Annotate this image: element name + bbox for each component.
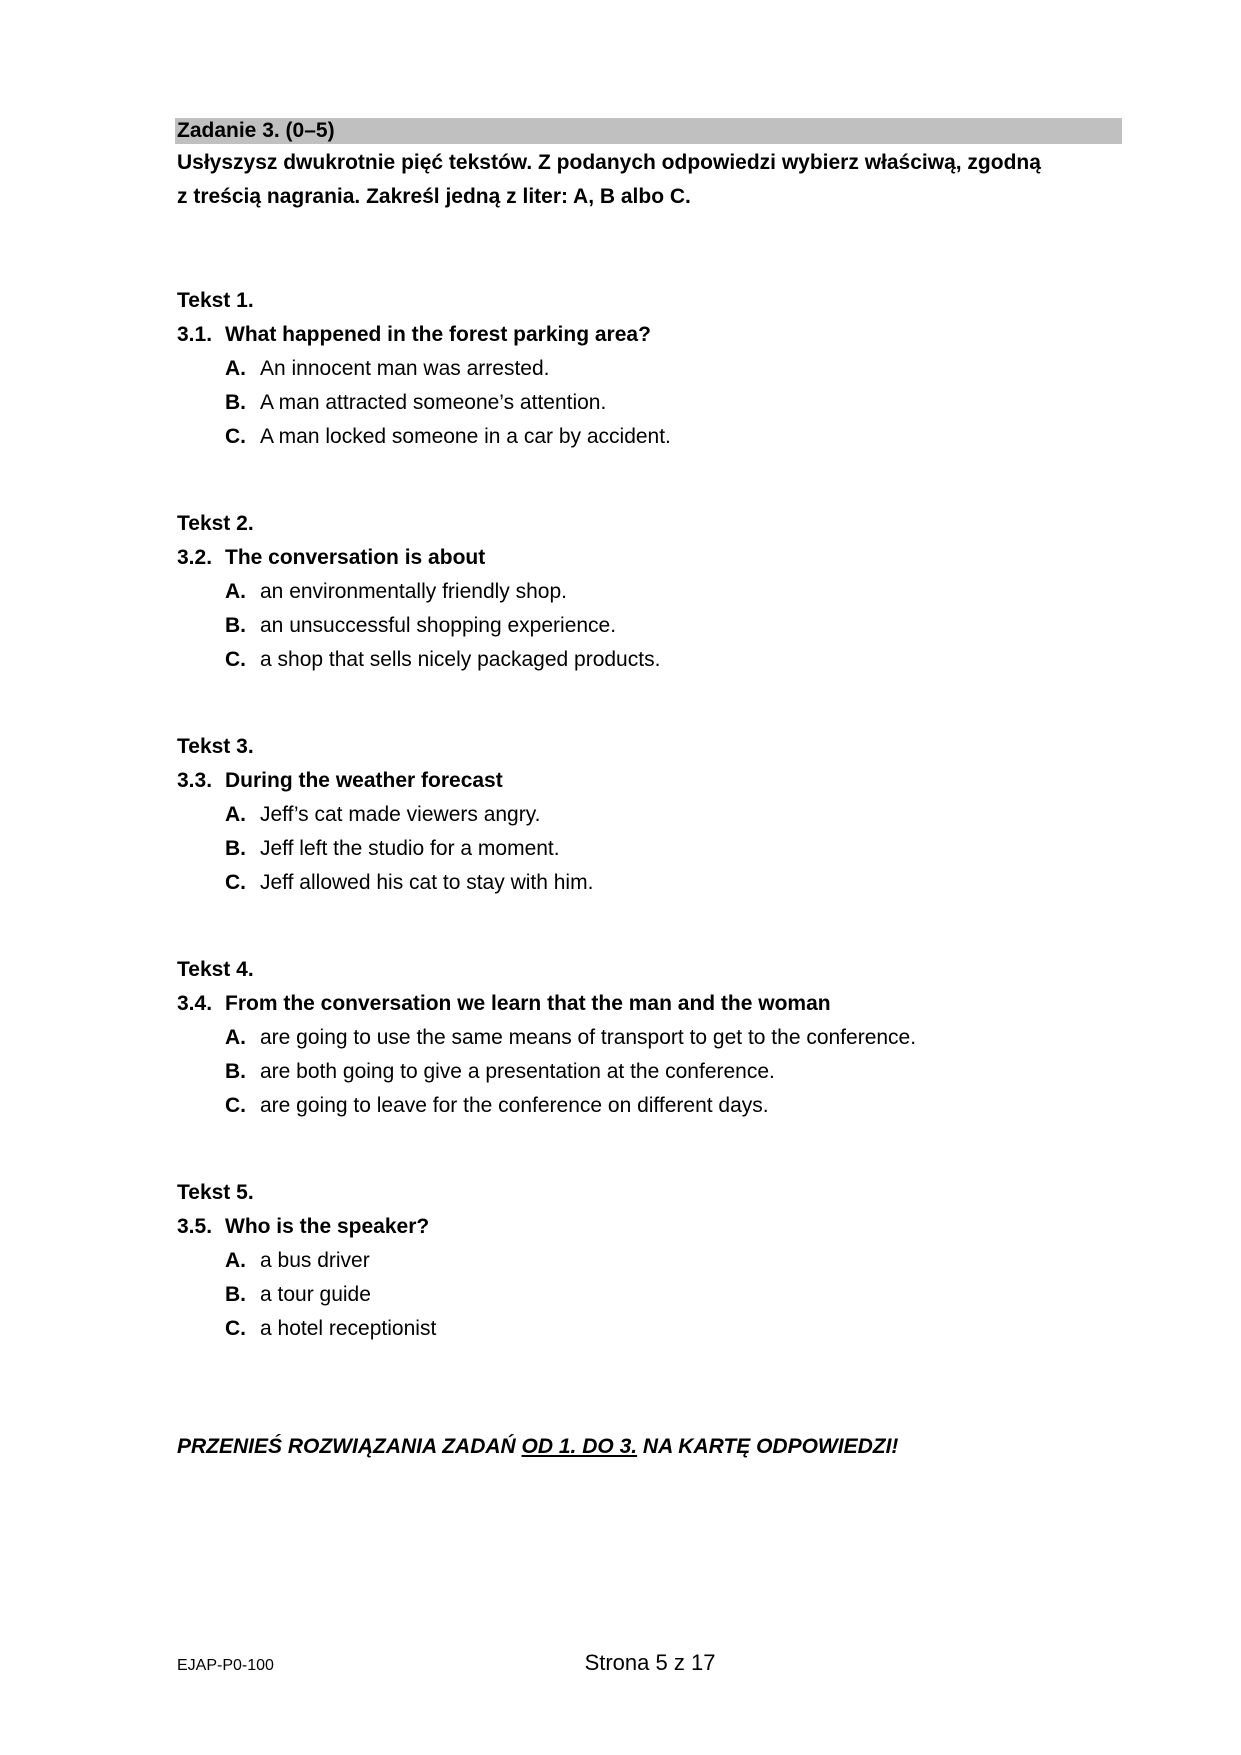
text-label: Tekst 2. — [177, 512, 254, 535]
text-section-4 — [177, 953, 1137, 1123]
transfer-answers-note — [177, 1432, 898, 1462]
question-text: The conversation is about — [225, 546, 486, 569]
option-letter[interactable]: A. — [225, 580, 246, 603]
note-part-1: PRZENIEŚ ROZWIĄZANIA ZADAŃ — [177, 1435, 522, 1458]
option-c[interactable] — [177, 420, 1137, 454]
question — [177, 987, 1137, 1021]
text-section-1 — [177, 284, 1137, 454]
option-text: an environmentally friendly shop. — [260, 580, 568, 603]
question-text: Who is the speaker? — [225, 1215, 430, 1238]
option-b[interactable] — [177, 609, 1137, 643]
option-a[interactable] — [177, 352, 1137, 386]
option-letter[interactable]: A. — [225, 1026, 246, 1049]
text-label: Tekst 3. — [177, 735, 254, 758]
option-text: A man locked someone in a car by accident. — [260, 425, 671, 448]
task-header: Zadanie 3. (0–5) — [175, 118, 1122, 144]
question — [177, 318, 1137, 352]
option-letter[interactable]: B. — [225, 391, 246, 414]
option-text: a hotel receptionist — [260, 1317, 437, 1340]
instruction-line-2: z treścią nagrania. Zakreśl jedną z liter: A, B albo C. — [177, 185, 691, 208]
option-letter[interactable]: A. — [225, 1249, 246, 1272]
option-letter[interactable]: B. — [225, 1060, 246, 1083]
option-a[interactable] — [177, 798, 1137, 832]
option-b[interactable] — [177, 386, 1137, 420]
option-text: Jeff’s cat made viewers angry. — [260, 803, 541, 826]
option-b[interactable] — [177, 1055, 1137, 1089]
option-a[interactable] — [177, 575, 1137, 609]
option-letter[interactable]: B. — [225, 1283, 246, 1306]
option-letter[interactable]: C. — [225, 1094, 246, 1117]
question-number: 3.3. — [177, 769, 213, 792]
option-text: a tour guide — [260, 1283, 371, 1306]
option-letter[interactable]: C. — [225, 871, 246, 894]
option-letter[interactable]: A. — [225, 803, 246, 826]
question-text: During the weather forecast — [225, 769, 503, 792]
option-text: Jeff allowed his cat to stay with him. — [260, 871, 594, 894]
option-letter[interactable]: B. — [225, 614, 246, 637]
text-section-5 — [177, 1176, 1137, 1346]
option-text: are going to use the same means of transport to get to the conference. — [260, 1026, 917, 1049]
option-text: Jeff left the studio for a moment. — [260, 837, 560, 860]
question-number: 3.2. — [177, 546, 213, 569]
question-text: From the conversation we learn that the man and the woman — [225, 992, 831, 1015]
text-label: Tekst 5. — [177, 1181, 254, 1204]
text-label: Tekst 4. — [177, 958, 254, 981]
option-text: a shop that sells nicely packaged products. — [260, 648, 661, 671]
option-text: A man attracted someone’s attention. — [260, 391, 607, 414]
option-c[interactable] — [177, 1089, 1137, 1123]
note-part-2: NA KARTĘ ODPOWIEDZI! — [637, 1435, 899, 1458]
option-c[interactable] — [177, 1312, 1137, 1346]
question-number: 3.5. — [177, 1215, 213, 1238]
option-a[interactable] — [177, 1244, 1137, 1278]
option-text: a bus driver — [260, 1249, 370, 1272]
task-instruction — [177, 146, 1137, 214]
page-number: Strona 5 z 17 — [584, 1650, 716, 1675]
question-number: 3.4. — [177, 992, 213, 1015]
text-label: Tekst 1. — [177, 289, 254, 312]
instruction-line-1: Usłyszysz dwukrotnie pięć tekstów. Z podanych odpowiedzi wybierz właściwą, zgodną — [177, 151, 1041, 174]
text-section-2 — [177, 507, 1137, 677]
option-text: are both going to give a presentation at the conference. — [260, 1060, 775, 1083]
option-letter[interactable]: A. — [225, 357, 246, 380]
option-text: are going to leave for the conference on different days. — [260, 1094, 769, 1117]
question-number: 3.1. — [177, 323, 213, 346]
option-b[interactable] — [177, 832, 1137, 866]
question — [177, 1210, 1137, 1244]
note-underlined: OD 1. DO 3. — [521, 1435, 638, 1458]
question-text: What happened in the forest parking area? — [225, 323, 651, 346]
option-c[interactable] — [177, 643, 1137, 677]
option-letter[interactable]: C. — [225, 1317, 246, 1340]
question — [177, 541, 1137, 575]
option-b[interactable] — [177, 1278, 1137, 1312]
text-section-3 — [177, 730, 1137, 900]
option-letter[interactable]: C. — [225, 425, 246, 448]
option-text: an unsuccessful shopping experience. — [260, 614, 617, 637]
option-a[interactable] — [177, 1021, 1137, 1055]
question — [177, 764, 1137, 798]
option-c[interactable] — [177, 866, 1137, 900]
document-code: EJAP-P0-100 — [177, 1657, 274, 1674]
option-letter[interactable]: C. — [225, 648, 246, 671]
option-text: An innocent man was arrested. — [260, 357, 550, 380]
option-letter[interactable]: B. — [225, 837, 246, 860]
